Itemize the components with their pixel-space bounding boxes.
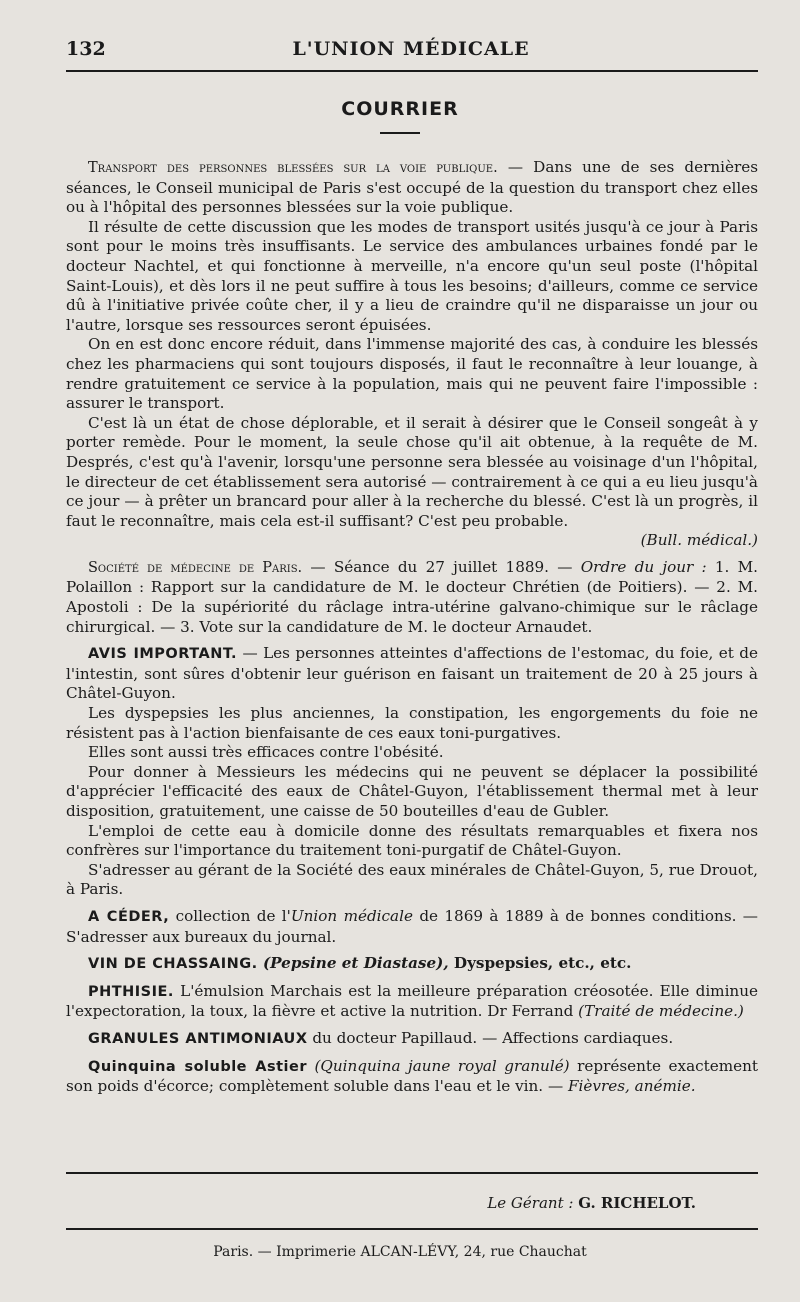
article1-paragraph-3: On en est donc encore réduit, dans l'immense majorité des cas, à conduire les blessés chez les pharmaciens qui sont toujours disposés, il faut le reconnaître à leur louange, à rendre gratuitement ce service à la population, mais qui ne peuvent faire l'impossible : assurer le transport.	[66, 335, 758, 413]
section-title: COURRIER	[341, 98, 459, 120]
phthisie-source: (Traité de médecine.)	[578, 1002, 744, 1021]
article1-source	[66, 531, 758, 551]
printer-imprint: Paris. — Imprimerie ALCAN-LÉVY, 24, rue Chauchat	[213, 1244, 587, 1260]
header-rule	[66, 70, 758, 72]
article1-paragraph-4: C'est là un état de chose déplorable, et il serait à désirer que le Conseil songeât à y porter remède. Pour le moment, la seule chose qu'il ait obtenue, à la requête de M. Després, c'est qu'à l'avenir, lorsqu'une personne sera blessée au voisinage d'un l'hôpital, le directeur de cet établissement sera autorisé — contrairement à ce qui a eu lieu jusqu'à ce jour — à prêter un brancard pour aller à la recherche du blessé. C'est là un progrès, il faut le reconnaître, mais cela est-il suffisant? C'est peu probable.	[66, 413, 758, 530]
vin-italic: (Pepsine et Diastase),	[257, 954, 449, 973]
article2-text-b: 1. M. Polaillon : Rapport sur la candidature de M. le docteur Chrétien (de Poitiers). — 2. M. Apostoli : De la supériorité du râclage intra-utérine galvano-chimique sur le râclage chirurgical. — 3. Vote sur la candidature de M. le docteur Arnaudet.	[66, 557, 758, 636]
notice-paragraph-1	[66, 644, 758, 704]
footer-rule-bottom	[66, 1228, 758, 1230]
article1-paragraph-2: Il résulte de cette discussion que les modes de transport usités jusqu'à ce jour à Paris sont pour le moins très insuffisants. Le service des ambulances urbaines fondé par le docteur Nachtel, et qui fonctionne à merveille, n'a encore qu'un seul poste (l'hôpital Saint-Louis), et dès lors il ne peut suffire à tous les besoins; d'ailleurs, comme ce service dû à l'initiative privée coûte cher, il y a lieu de craindre qu'il ne disparaisse un jour ou l'autre, lorsque ses ressources seront épuisées.	[66, 217, 758, 334]
ad-phthisie	[66, 982, 758, 1022]
phthisie-text: L'émulsion Marchais est la meilleure préparation créosotée. Elle diminue l'expectoration, la toux, la fièvre et active la nutrition. Dr Ferrand	[66, 981, 758, 1021]
vin-bold: Dyspepsies, etc., etc.	[448, 954, 632, 973]
ad-a-ceder	[66, 907, 758, 947]
granules-text: du docteur Papillaud. — Affections cardiaques.	[307, 1028, 674, 1047]
article2-lead: Société de médecine de Paris.	[88, 559, 303, 576]
quinquina-text: représente exactement son poids d'écorce; complètement soluble dans l'eau et le vin. —	[66, 1056, 758, 1096]
notice-p1-text: — Les personnes atteintes d'affections de l'estomac, du foie, et de l'intestin, sont sûres d'obtenir leur guérison en faisant un traitement de 20 à 25 jours à Châtel-Guyon.	[66, 644, 758, 703]
article2-text-a: — Séance du 27 juillet 1889. —	[302, 557, 581, 576]
quinquina-end: Fièvres, anémie.	[567, 1077, 696, 1096]
article2-paragraph	[66, 558, 758, 637]
granules-heading: GRANULES ANTIMONIAUX	[88, 1030, 308, 1047]
quinquina-italic: (Quinquina jaune royal granulé)	[307, 1056, 570, 1075]
manager-label: Le Gérant :	[487, 1194, 579, 1212]
journal-title: L'UNION MÉDICALE	[292, 38, 530, 60]
article1-p1-text: — Dans une de ses dernières séances, le Conseil municipal de Paris s'est occupé de la question du transport chez elles ou à l'hôpital des personnes blessées sur la voie publique.	[66, 158, 759, 217]
notice-paragraph-4: Pour donner à Messieurs les médecins qui ne peuvent se déplacer la possibilité d'apprécier l'efficacité des eaux de Châtel-Guyon, l'établissement thermal met à leur disposition, gratuitement, une caisse de 50 bouteilles d'eau de Gubler.	[66, 762, 758, 820]
a-ceder-heading: A CÉDER,	[88, 908, 170, 925]
article-body	[66, 158, 758, 1097]
a-ceder-text-b: de 1869 à 1889 à de bonnes conditions. — S'adresser aux bureaux du journal.	[66, 906, 758, 946]
manager-name: G. RICHELOT.	[578, 1194, 696, 1212]
ad-granules	[66, 1029, 758, 1050]
running-head	[66, 38, 756, 64]
article1-paragraph-1	[66, 158, 758, 218]
article1-lead: Transport des personnes blessées sur la voie publique.	[88, 160, 498, 176]
notice-paragraph-6: S'adresser au gérant de la Société des eaux minérales de Châtel-Guyon, 5, rue Drouot, à Paris.	[66, 860, 758, 899]
a-ceder-text-a: collection de l'	[169, 906, 291, 925]
notice-paragraph-5: L'emploi de cette eau à domicile donne des résultats remarquables et fixera nos confrères sur l'importance du traitement toni-purgatif de Châtel-Guyon.	[66, 821, 758, 860]
page-number: 132	[66, 38, 106, 60]
source-citation: (Bull. médical.)	[640, 531, 758, 550]
manager-signature	[66, 1194, 696, 1212]
ad-quinquina	[66, 1057, 758, 1097]
agenda-label: Ordre du jour :	[580, 557, 707, 576]
vin-heading: VIN DE CHASSAING.	[88, 956, 258, 973]
a-ceder-journal: Union médicale	[290, 906, 413, 925]
footer-rule-top	[66, 1172, 758, 1174]
quinquina-heading: Quinquina soluble Astier	[88, 1058, 307, 1075]
ad-vin	[66, 954, 758, 975]
phthisie-heading: PHTHISIE.	[88, 983, 174, 1000]
notice-heading: AVIS IMPORTANT.	[88, 646, 238, 663]
title-underline	[380, 132, 420, 134]
notice-paragraph-3: Elles sont aussi très efficaces contre l'obésité.	[88, 743, 444, 762]
notice-paragraph-2: Les dyspepsies les plus anciennes, la constipation, les engorgements du foie ne résistent pas à l'action bienfaisante de ces eaux toni-purgatives.	[66, 704, 758, 742]
